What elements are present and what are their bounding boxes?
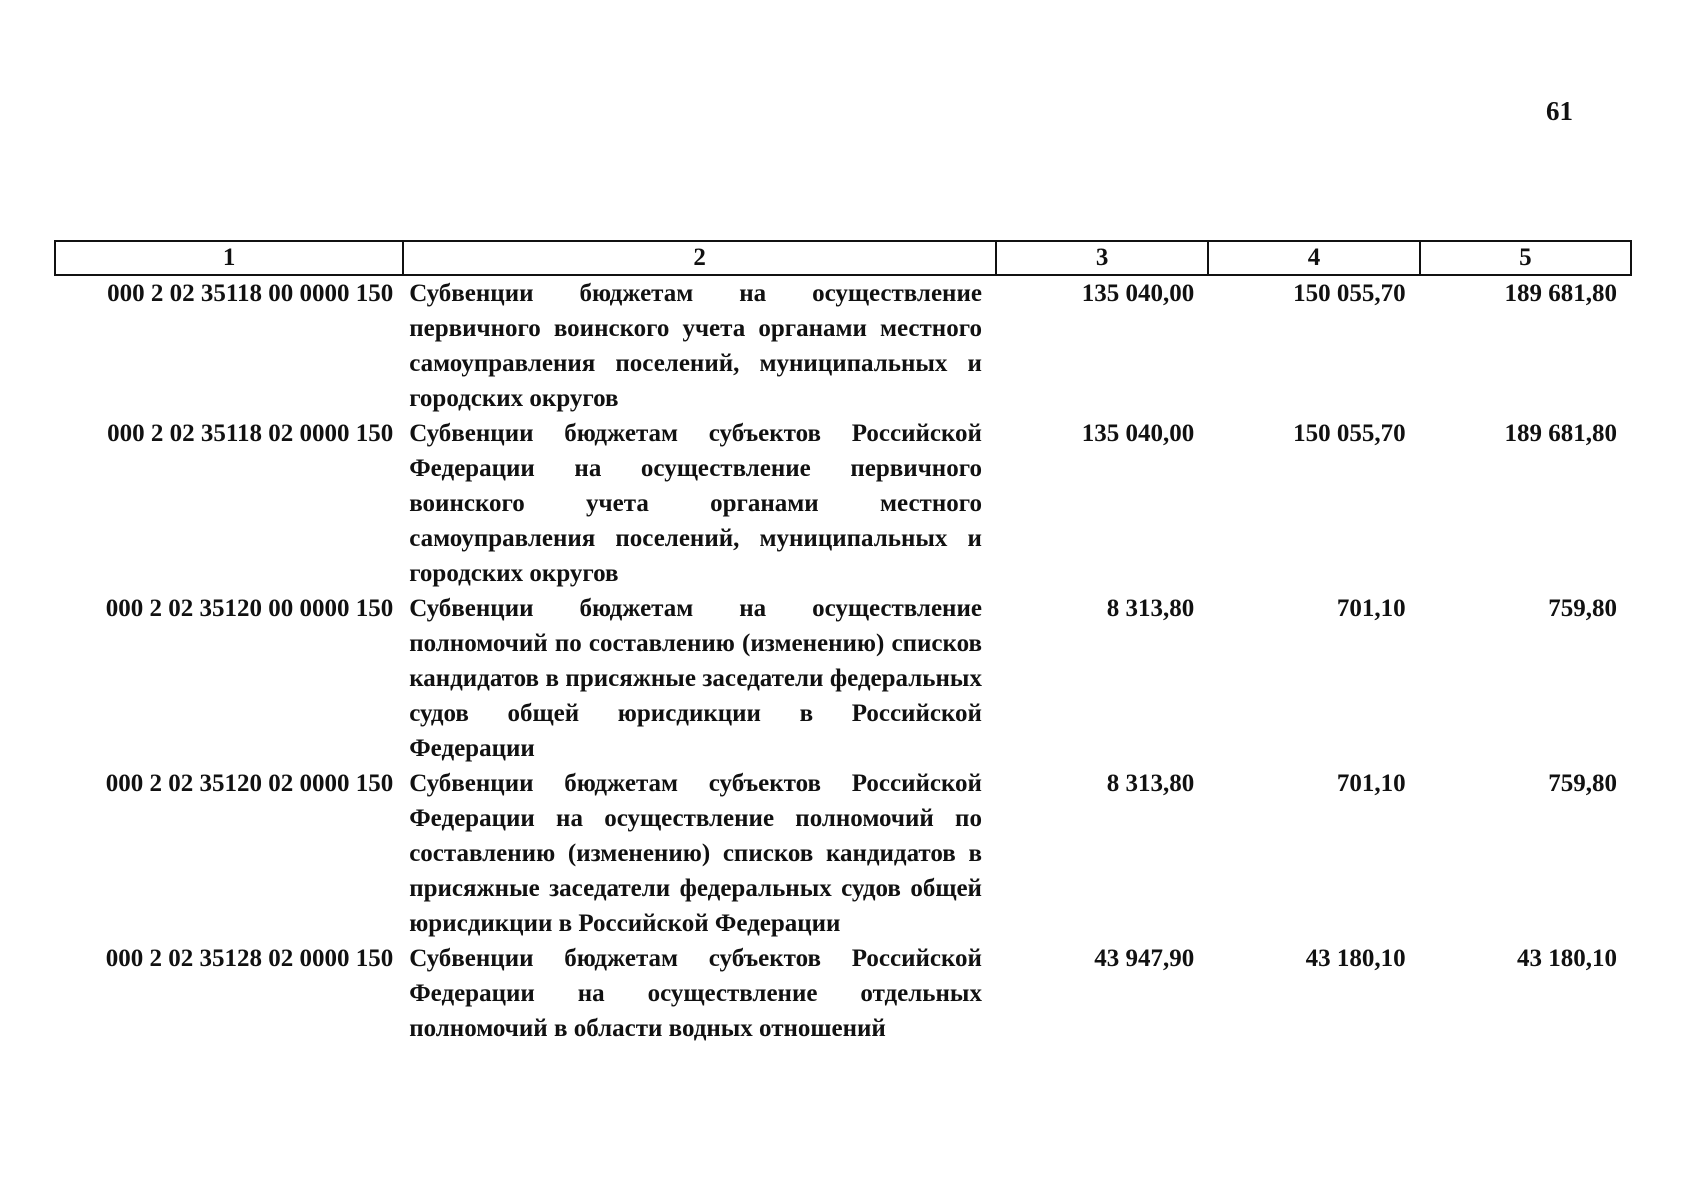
table-header-row <box>55 241 1631 275</box>
value-col-5: 759,80 <box>1548 770 1617 797</box>
header-col-5: 5 <box>1420 241 1631 275</box>
value-col-4: 150 055,70 <box>1293 280 1406 307</box>
budget-code: 000 2 02 35120 02 0000 150 <box>105 770 394 797</box>
header-col-3: 3 <box>996 241 1208 275</box>
value-col-5: 759,80 <box>1548 595 1617 622</box>
value-col-5: 43 180,10 <box>1517 945 1617 972</box>
value-col-4: 701,10 <box>1336 770 1406 797</box>
budget-code: 000 2 02 35118 00 0000 150 <box>107 280 394 307</box>
page-number: 61 <box>1546 96 1573 126</box>
value-col-4: 43 180,10 <box>1305 945 1406 972</box>
value-col-4: 150 055,70 <box>1293 420 1406 447</box>
value-col-5: 189 681,80 <box>1504 420 1617 447</box>
header-col-2: 2 <box>403 241 996 275</box>
budget-code: 000 2 02 35118 02 0000 150 <box>107 420 394 447</box>
value-col-3: 135 040,00 <box>1081 420 1195 447</box>
header-col-1: 1 <box>55 241 403 275</box>
budget-table <box>54 240 1632 1046</box>
value-col-5: 189 681,80 <box>1504 280 1617 307</box>
table-row <box>55 941 1631 1046</box>
value-col-3: 8 313,80 <box>1106 595 1195 622</box>
budget-description: Субвенции бюджетам на осуществление полномочий по составлению (изменению) списков кандидатов в присяжные заседатели федеральных судов общей юрисдикции в Российской Федерации <box>409 595 982 762</box>
budget-description: Субвенции бюджетам на осуществление первичного воинского учета органами местного самоуправления поселений, муниципальных и городских округов <box>409 280 982 412</box>
value-col-3: 43 947,90 <box>1094 945 1195 972</box>
table-row <box>55 416 1631 591</box>
value-col-3: 8 313,80 <box>1106 770 1195 797</box>
value-col-3: 135 040,00 <box>1081 280 1195 307</box>
header-col-4: 4 <box>1208 241 1419 275</box>
value-col-4: 701,10 <box>1336 595 1406 622</box>
budget-description: Субвенции бюджетам субъектов Российской Федерации на осуществление полномочий по составлению (изменению) списков кандидатов в присяжные заседатели федеральных судов общей юрисдикции в Российской Федерации <box>409 770 982 937</box>
table-row <box>55 591 1631 766</box>
budget-description: Субвенции бюджетам субъектов Российской Федерации на осуществление отдельных полномочий в области водных отношений <box>409 945 982 1042</box>
table-row <box>55 275 1631 416</box>
budget-code: 000 2 02 35128 02 0000 150 <box>105 945 394 972</box>
budget-code: 000 2 02 35120 00 0000 150 <box>105 595 394 622</box>
budget-description: Субвенции бюджетам субъектов Российской Федерации на осуществление первичного воинского учета органами местного самоуправления поселений, муниципальных и городских округов <box>409 420 982 587</box>
table-row <box>55 766 1631 941</box>
